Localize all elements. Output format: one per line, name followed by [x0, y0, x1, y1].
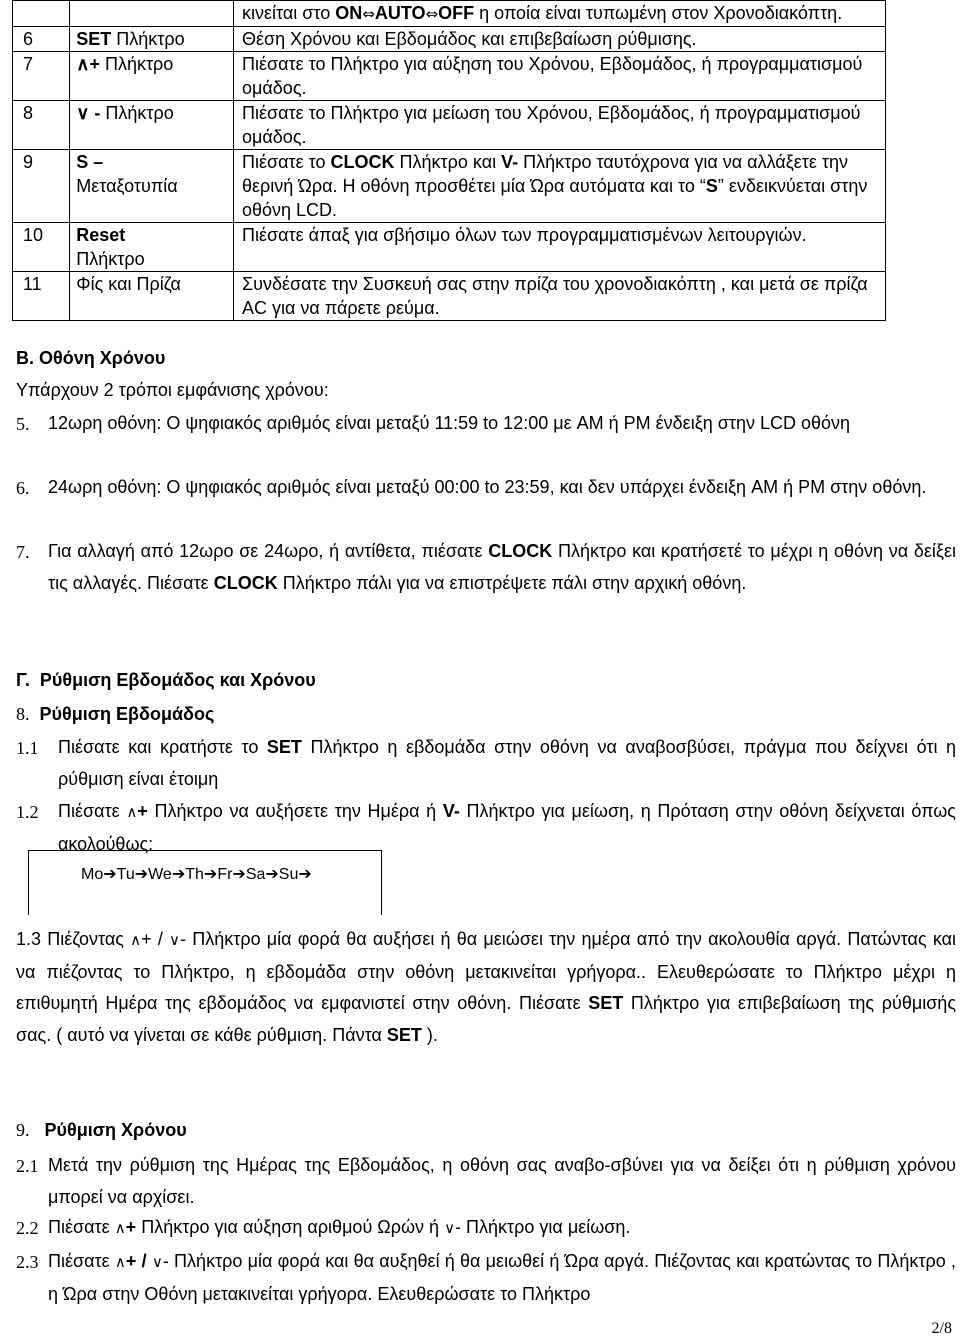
- page-number: 2/8: [931, 1320, 952, 1337]
- bold-term: CLOCK: [213, 572, 278, 593]
- item-2-1-num: 2.1: [16, 1156, 39, 1176]
- day-sequence-box: [28, 850, 382, 915]
- item-1-2-num: 1.2: [16, 802, 39, 822]
- row-description: Πιέσατε το Πλήκτρο για αύξηση του Χρόνου, Εβδομάδος, ή προγραμματισμού ομάδος.: [234, 52, 886, 101]
- item-number: 6.: [16, 478, 30, 498]
- section-c-heading: Γ. Ρύθμιση Εβδομάδος και Χρόνου: [16, 670, 316, 690]
- bold-term: AUTO: [374, 3, 426, 23]
- key-name: ∨ -: [76, 103, 101, 123]
- bold-term: V-: [442, 801, 460, 821]
- bold-term: CLOCK: [330, 152, 395, 172]
- table-row: [13, 101, 886, 150]
- item-2-2-num: 2.2: [16, 1218, 39, 1238]
- row-key: Φίς και Πρίζα: [70, 272, 234, 321]
- section-b-intro: Υπάρχουν 2 τρόποι εμφάνισης χρόνου:: [16, 380, 329, 400]
- row-number: 8: [13, 101, 70, 150]
- item-number: 5.: [16, 414, 30, 434]
- key-name: S –: [76, 152, 104, 172]
- item-2-1-text: Μετά την ρύθμιση της Ημέρας της Εβδομάδος, η οθόνη σας αναβο-σβύνει για να δείξει ότι η ρύθμιση χρόνου μπορεί να αρχίσει.: [48, 1155, 956, 1207]
- keys-table-body: [13, 1, 886, 321]
- item-2-3-text: Πιέσατε ∧+ / ∨- Πλήκτρο μία φορά και θα αυξηθεί ή θα μειωθεί ή Ώρα αργά. Πιέζοντας και κρατώντας το Πλήκτρο , η Ώρα στην Οθόνη μετακινείται γρήγορα. Ελευθερώσατε το Πλήκτρο: [48, 1251, 956, 1304]
- bold-term: ON: [335, 3, 363, 23]
- row-description: Πιέσατε το CLOCK Πλήκτρο και V- Πλήκτρο ταυτόχρονα για να αλλάξετε την θερινή Ώρα. Η οθόνη προσθέτει μία Ώρα αυτόματα και το “S” ενδεικνύεται στην οθόνη LCD.: [234, 150, 886, 223]
- bold-term: CLOCK: [488, 541, 553, 561]
- item-text: 24ωρη οθόνη: Ο ψηφιακός αριθμός είναι μεταξύ 00:00 to 23:59, και δεν υπάρχει ένδειξη AM ή PM στην οθόνη.: [48, 477, 927, 497]
- bold-term: SET: [386, 1024, 422, 1045]
- bold-term: + /: [125, 1251, 147, 1271]
- row-number: 7: [13, 52, 70, 101]
- bold-term: SET: [588, 993, 624, 1013]
- down-caret-icon: ∨: [169, 931, 181, 949]
- double-arrow-icon: ⇔: [425, 5, 439, 23]
- item-1-1-num: 1.1: [16, 738, 39, 758]
- subsection-8-heading: 8. Ρύθμιση Εβδομάδος: [16, 704, 215, 724]
- row-number: 10: [13, 223, 70, 272]
- row-description: Πιέσατε το Πλήκτρο για μείωση του Χρόνου, Εβδομάδος, ή προγραμματισμού ομάδος.: [234, 101, 886, 150]
- bold-term: +: [137, 801, 148, 821]
- item-1-2-text: Πιέσατε ∧+ Πλήκτρο να αυξήσετε την Ημέρα ή V- Πλήκτρο για μείωση, η Πρόταση στην οθόνη δείχνεται όπως ακολούθως:: [58, 801, 956, 854]
- table-row: [13, 27, 886, 52]
- up-caret-icon: ∧: [114, 1253, 126, 1271]
- row-number: 9: [13, 150, 70, 223]
- double-arrow-icon: ⇔: [362, 5, 375, 23]
- item-1-3-text: 1.3 Πιέζοντας ∧+ / ∨- Πλήκτρο μία φορά θα αυξήσει ή θα μειώσει την ημέρα από την ακολουθία αργά. Πατώντας και να πιέζοντας το Πλήκτρο, η εβδομάδα στην οθόνη μετακινείται γρήγορα.. Ελευθερώσατε το Πλήκτρο μέχρι η επιθυμητή Ημέρα της εβδομάδος να εμφανιστεί στην οθόνη. Πιέσατε SET Πλήκτρο για επιβεβαίωση της ρύθμισής σας. ( αυτό να γίνεται σε κάθε ρύθμιση. Πάντα SET ).: [16, 929, 957, 1045]
- bold-term: V-: [501, 152, 519, 172]
- row-description: Συνδέσατε την Συσκευή σας στην πρίζα του χρονοδιακόπτη , και μετά σε πρίζα AC για να πάρετε ρεύμα.: [234, 272, 886, 321]
- up-caret-icon: ∧: [130, 931, 142, 949]
- key-name: SET: [76, 29, 112, 49]
- row-number: 11: [13, 272, 70, 321]
- section-b-heading: B. Οθόνη Χρόνου: [16, 348, 166, 368]
- item-text: Για αλλαγή από 12ωρο σε 24ωρο, ή αντίθετα, πιέσατε CLOCK Πλήκτρο και κρατήσετέ το μέχρι η οθόνη να δείξει τις αλλαγές. Πιέσατε CLOCK Πλήκτρο πάλι για να επιστρέψετε πάλι στην αρχική οθόνη.: [48, 541, 956, 593]
- row-description: κινείται στο ON⇔AUTO⇔OFF η οποία είναι τυπωμένη στον Χρονοδιακόπτη.: [234, 1, 886, 27]
- row-number: 6: [13, 27, 70, 52]
- key-name: ∧+: [76, 54, 100, 74]
- subsection-9-heading: 9. Ρύθμιση Χρόνου: [16, 1120, 187, 1140]
- keys-table: [12, 0, 886, 321]
- table-row: [13, 52, 886, 101]
- bold-term: +: [125, 1217, 137, 1237]
- bold-term: OFF: [438, 3, 475, 23]
- row-key: Reset Πλήκτρο: [70, 223, 234, 272]
- row-description: Θέση Χρόνου και Εβδομάδος και επιβεβαίωση ρύθμισης.: [234, 27, 886, 52]
- row-description: Πιέσατε άπαξ για σβήσιμο όλων των προγραμματισμένων λειτουργιών.: [234, 223, 886, 272]
- item-2-3-num: 2.3: [16, 1252, 39, 1272]
- item-number: 7.: [16, 542, 30, 562]
- table-row: [13, 150, 886, 223]
- row-key: [70, 1, 234, 27]
- row-key: S – Μεταξοτυπία: [70, 150, 234, 223]
- bold-term: S: [705, 176, 718, 196]
- day-sequence: Mo➔Tu➔We➔Th➔Fr➔Sa➔Su➔: [81, 866, 312, 883]
- row-number: [13, 1, 70, 27]
- table-row: [13, 1, 886, 27]
- table-row: [13, 272, 886, 321]
- up-caret-icon: ∧: [114, 1219, 126, 1237]
- key-name: Reset: [76, 225, 126, 245]
- down-caret-icon: ∨: [151, 1253, 163, 1271]
- row-key: ∨ - Πλήκτρο: [70, 101, 234, 150]
- down-caret-icon: ∨: [444, 1219, 456, 1237]
- item-text: 12ωρη οθόνη: Ο ψηφιακός αριθμός είναι μεταξύ 11:59 to 12:00 με AM ή PM ένδειξη στην LCD οθόνη: [48, 413, 851, 433]
- item-2-2-text: Πιέσατε ∧+ Πλήκτρο για αύξηση αριθμού Ωρών ή ∨- Πλήκτρο για μείωση.: [48, 1217, 631, 1237]
- table-row: [13, 223, 886, 272]
- bold-term: SET: [266, 737, 302, 757]
- up-caret-icon: ∧: [126, 803, 138, 821]
- item-1-1-text: Πιέσατε και κρατήστε το SET Πλήκτρο η εβδομάδα στην οθόνη να αναβοσβύσει, πράγμα που δείχνει ότι η ρύθμιση είναι έτοιμη: [58, 737, 956, 789]
- row-key: SET Πλήκτρο: [70, 27, 234, 52]
- row-key: ∧+ Πλήκτρο: [70, 52, 234, 101]
